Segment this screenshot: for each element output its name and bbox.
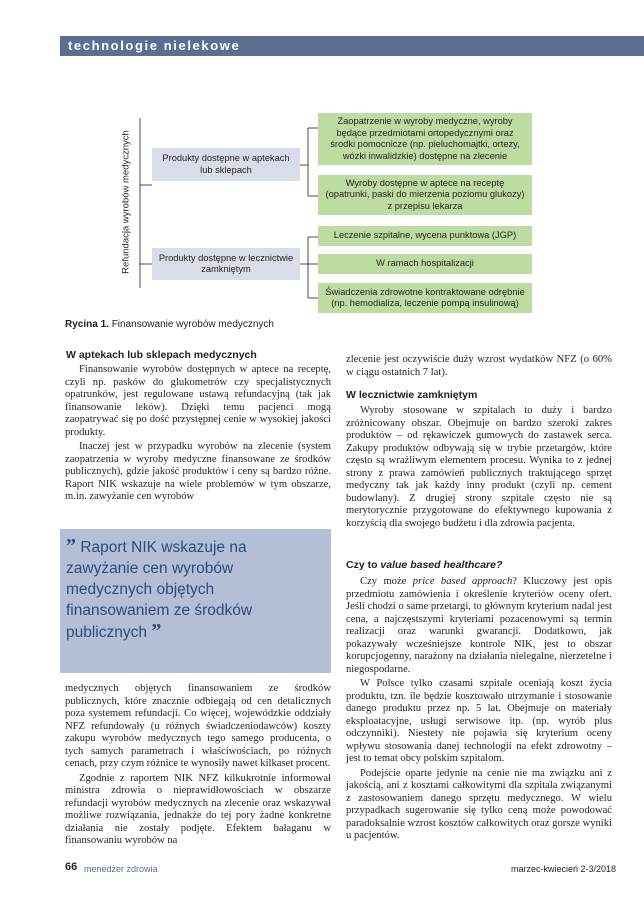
- paragraph: Zgodnie z raportem NIK NFZ kilkukrotnie informował ministra zdrowia o nieprawidłowościach w obszarze refundacji wyrobów medycznych na zlecenie oraz wskazywał możliwe rozwiązania, jednakże do tej pory żadne konkretne działania nie zostały podjęte. Efektem bałaganu w finansowaniu wyrobów na: [65, 772, 331, 846]
- quote-close-mark: ”: [151, 620, 162, 642]
- text-run: ? Kluczowy jest opis przedmiotu zamówienia i określenie kryteriów oceny ofert. Jeśli chodzi o same przetargi, to głównym kryterium nadal jest cena, a najczęstszymi kryteriami pozacenowymi są termin realizacji oraz warunki gwarancji. Dodatkowo, jak pokazywały wcześniejsze kontrole NIK, jest to obszar korupcjogenny, narażony na działania nielegalne, nierzetelne i niegospodarne.: [346, 576, 613, 675]
- caption-text: Finansowanie wyrobów medycznych: [111, 319, 274, 330]
- section-heading-value-based: [346, 559, 502, 571]
- branch-label: Produkty dostępne w lecznictwie zamkniętym: [158, 252, 294, 274]
- right-column-top: [346, 354, 612, 381]
- paragraph: Finansowanie wyrobów dostępnych w aptece na receptę, czyli np. pasków do glukometrów czy specjalistycznych opatrunków, jest regulowane ustawą refundacyjną (tak jak finansowanie leków). Dzięki temu pacjenci mogą zaopatrywać się po dość przystępnej cenie w wysokiej jakości produkty.: [65, 364, 331, 438]
- paragraph: Wyroby stosowane w szpitalach to duży i bardzo zróżnicowany obszar. Obejmuje on bardzo szeroki zakres produktów – od rękawiczek gumowych do zastawek serca. Zakupy produktów odbywają się w trybie przetargów, które często są wrażliwym elementem procesu. Wynika to z jednej strony z prawa zamówień publicznych traktującego sprzęt medyczny tak jak każdy inny produkt (czyli np. cement budowlany). Z drugiej strony szpitale często nie są merytorycznie przygotowane do efektywnego kupowania z korzyścią dla swojego budżetu i dla zdrowia pacjenta.: [346, 405, 612, 529]
- paragraph: medycznych objętych finansowaniem ze środków publicznych, które znacznie odbiegają od cen detalicznych poza systemem refundacji. Co więcej, wojewódzkie oddziały NFZ refundowały (u różnych świadczeniodawców) koszty zakupu wyrobów medycznych tego samego producenta, o tych samych parametrach i właściwościach, po różnych cenach, przy czym różnice te wynosiły nawet kilkaset procent.: [65, 683, 331, 769]
- figure-caption: [65, 319, 274, 330]
- leaf-label: Leczenie szpitalne, wycena punktowa (JGP): [333, 230, 517, 241]
- diagram-branch-hospital: [152, 248, 300, 280]
- paragraph: Podejście oparte jedynie na cenie nie ma związku ani z jakością, ani z kosztami całkowitymi dla szpitala związanymi z zastosowaniem danego sprzętu medycznego. W wielu przypadkach sugerowanie się tylko ceną może powodować paradoksalnie wzrost kosztów całkowitych oraz gorsze wyniki u pacjentów.: [346, 767, 612, 841]
- pull-quote: [66, 536, 286, 643]
- paragraph: W Polsce tylko czasami szpitale oceniają koszt życia produktu, tzn. ile będzie kosztowało utrzymanie i stosowanie danego produktu przez np. 5 lat. Obejmuje on materiały eksploatacyjne, usługi serwisowe itp. (np. wyrób plus odczynniki). Niestety nie pojawia się kryterium oceny wpływu stosowania danej technologii na efekt zdrowotny – jest to temat obcy polskim szpitalom.: [346, 678, 612, 764]
- section-title: technologie nielekowe: [68, 38, 241, 53]
- left-column-top: [65, 364, 331, 506]
- diagram-root-label: [116, 114, 136, 290]
- diagram-leaf: [318, 254, 532, 274]
- diagram-root-text: Refundacja wyrobów medycznych: [120, 130, 132, 274]
- caption-label: Rycina 1.: [65, 319, 109, 330]
- leaf-label: Zaopatrzenie w wyroby medyczne, wyroby będące przedmiotami ortopedycznymi oraz środki pomocnicze (np. pieluchomajtki, ortezy, wózki inwalidzkie) dostępne na zlecenie: [330, 116, 520, 161]
- paragraph: zlecenie jest oczywiście duży wzrost wydatków NFZ (o 60% w ciągu ostatnich 7 lat).: [346, 354, 612, 378]
- italic-run: price based approach: [412, 576, 513, 587]
- text-run: Czy może: [360, 576, 413, 587]
- pull-quote-text: Raport NIK wskazuje na zawyżanie cen wyrobów medycznych objętych finansowaniem ze środków publicznych: [66, 539, 253, 641]
- magazine-name: menedżer zdrowia: [84, 864, 158, 874]
- leaf-label: Świadczenia zdrowotne kontraktowane odrębnie (np. hemodializa, leczenie pompą insulinową): [325, 286, 525, 308]
- page-number: 66: [65, 861, 78, 873]
- leaf-label: Wyroby dostępne w aptece na receptę (opatrunki, paski do mierzenia poziomu glukozy) z przepisu lekarza: [325, 177, 525, 211]
- diagram-branch-pharmacies: [152, 148, 300, 181]
- paragraph: [346, 576, 612, 676]
- branch-label: Produkty dostępne w aptekach lub sklepach: [162, 153, 290, 175]
- heading-plain: Czy to: [346, 559, 381, 571]
- diagram-leaf: [318, 175, 532, 215]
- quote-open-mark: ”: [66, 535, 76, 557]
- diagram-leaf: [318, 226, 532, 246]
- heading-italic: value based healthcare?: [380, 559, 503, 571]
- issue-label: marzec-kwiecień 2-3/2018: [510, 864, 616, 874]
- leaf-label: W ramach hospitalizacji: [376, 258, 474, 269]
- section-heading-hospital: W lecznictwie zamkniętym: [346, 389, 478, 401]
- right-column-middle: [346, 405, 612, 532]
- diagram-leaf: [318, 283, 532, 313]
- paragraph: Inaczej jest w przypadku wyrobów na zlecenie (system zaopatrzenia w wyroby medyczne finansowane ze środków publicznych), gdzie jakość produktów i ceny są bardzo różne. Raport NIK wskazuje na wiele problemów w tym obszarze, m.in. zawyżanie cen wyrobów: [65, 441, 331, 502]
- left-column-bottom: [65, 683, 331, 850]
- diagram-leaf: [318, 113, 532, 165]
- right-column-bottom: [346, 576, 612, 845]
- section-header-bar: [60, 36, 644, 56]
- section-heading-pharmacies: W aptekach lub sklepach medycznych: [66, 349, 257, 361]
